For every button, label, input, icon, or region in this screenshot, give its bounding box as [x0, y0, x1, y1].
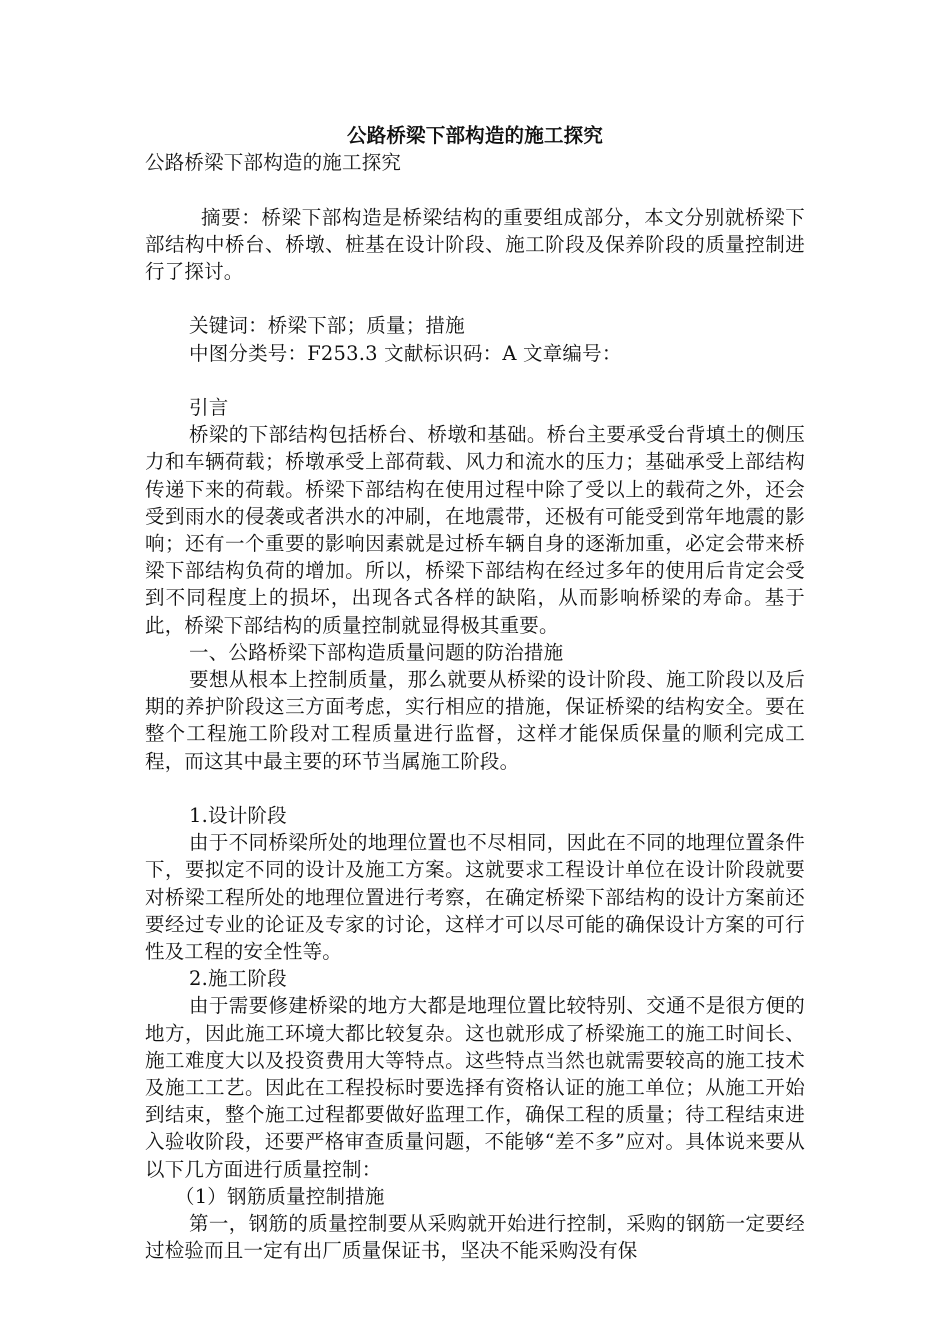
section1-heading: 一、公路桥梁下部构造质量问题的防治措施 [189, 640, 564, 664]
blank-line [145, 176, 805, 203]
section1-paragraph: 要想从根本上控制质量，那么就要从桥梁的设计阶段、施工阶段以及后期的养护阶段这三方面考虑，实行相应的措施，保证桥梁的结构安全。要在整个工程施工阶段对工程质量进行监督，这样才能保质保量的顺利完成工程，而这其中最主要的环节当属施工阶段。 [145, 668, 805, 773]
steel-paragraph: 第一，钢筋的质量控制要从采购就开始进行控制，采购的钢筋一定要经过检验而且一定有出厂质量保证书，坚决不能采购没有保 [145, 1212, 805, 1263]
steel-heading: （1）钢筋质量控制措施 [175, 1184, 385, 1208]
blank-line [145, 285, 805, 312]
document-page [145, 122, 805, 1264]
blank-line [145, 775, 805, 802]
abstract-paragraph: 摘要：桥梁下部构造是桥梁结构的重要组成部分，本文分别就桥梁下部结构中桥台、桥墩、桩基在设计阶段、施工阶段及保养阶段的质量控制进行了探讨。 [145, 205, 805, 283]
intro-paragraph: 桥梁的下部结构包括桥台、桥墩和基础。桥台主要承受台背填土的侧压力和车辆荷载；桥墩承受上部荷载、风力和流水的压力；基础承受上部结构传递下来的荷载。桥梁下部结构在使用过程中除了受以上的载荷之外，还会受到雨水的侵袭或者洪水的冲刷，在地震带，还极有可能受到常年地震的影响；还有一个重要的影响因素就是过桥车辆自身的逐渐加重，必定会带来桥梁下部结构负荷的增加。所以，桥梁下部结构在经过多年的使用后肯定会受到不同程度上的损坏，出现各式各样的缺陷，从而影响桥梁的寿命。基于此，桥梁下部结构的质量控制就显得极其重要。 [145, 423, 805, 637]
design-heading: 1.设计阶段 [189, 804, 287, 828]
construction-heading: 2.施工阶段 [189, 967, 287, 991]
keywords-line: 关键词：桥梁下部；质量；措施 [189, 314, 465, 338]
classification-line: 中图分类号：F253.3 文献标识码：A 文章编号： [189, 341, 622, 365]
design-paragraph: 由于不同桥梁所处的地理位置也不尽相同，因此在不同的地理位置条件下，要拟定不同的设计及施工方案。这就要求工程设计单位在设计阶段就要对桥梁工程所处的地理位置进行考察，在确定桥梁下部结构的设计方案前还要经过专业的论证及专家的讨论，这样才可以尽可能的确保设计方案的可行性及工程的安全性等。 [145, 831, 805, 964]
intro-heading: 引言 [189, 395, 229, 419]
blank-line [145, 367, 805, 394]
document-title: 公路桥梁下部构造的施工探究 [346, 124, 604, 147]
document-subtitle: 公路桥梁下部构造的施工探究 [145, 151, 402, 175]
construction-paragraph: 由于需要修建桥梁的地方大都是地理位置比较特别、交通不是很方便的地方，因此施工环境大都比较复杂。这也就形成了桥梁施工的施工时间长、施工难度大以及投资费用大等特点。这些特点当然也就需要较高的施工技术及施工工艺。因此在工程投标时要选择有资格认证的施工单位；从施工开始到结束，整个施工过程都要做好监理工作，确保工程的质量；待工程结束进入验收阶段，还要严格审查质量问题，不能够“差不多”应对。具体说来要从以下几方面进行质量控制： [145, 994, 805, 1181]
